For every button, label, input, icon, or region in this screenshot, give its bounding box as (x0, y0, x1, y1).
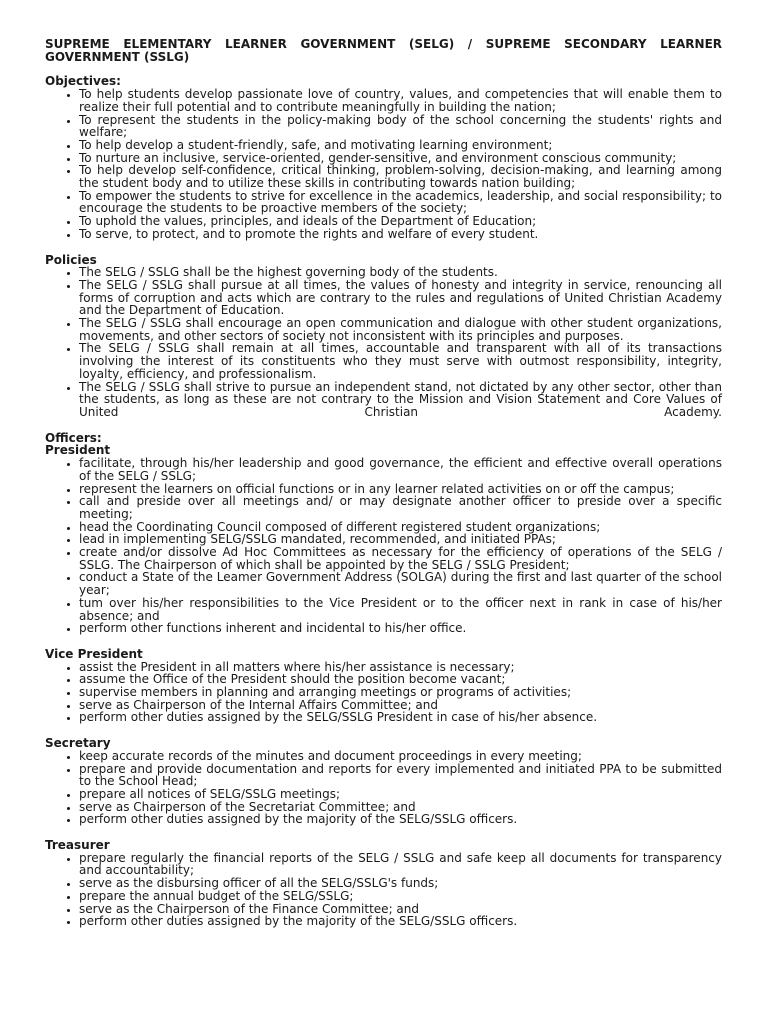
spacer (45, 241, 722, 254)
document-page (45, 38, 722, 928)
officers-heading: Officers: (45, 430, 102, 445)
vice-president-heading: Vice President (45, 646, 143, 661)
document-title: SUPREME ELEMENTARY LEARNER GOVERNMENT (SELG) / SUPREME SECONDARY LEARNER GOVERNMENT (SSLG) (45, 37, 722, 64)
spacer (45, 419, 722, 432)
secretary-duty: • serve as Chairperson of the Secretariat Committee; and (79, 801, 722, 814)
president-duty: • facilitate, through his/her leadership and good governance, the efficient and effective overall operations of the SELG / SSLG; (79, 457, 722, 482)
policy-item: • The SELG / SSLG shall pursue at all times, the values of honesty and integrity in service, renouncing all forms of corruption and acts which are contrary to the rules and regulations of United Christian Academy and the Department of Education. (79, 279, 722, 317)
secretary-duty: • perform other duties assigned by the majority of the SELG/SSLG officers. (79, 813, 722, 826)
objective-item: • To empower the students to strive for excellence in the academics, leadership, and social responsibility; to encourage the students to be proactive members of the society; (79, 190, 722, 215)
policy-item: • The SELG / SSLG shall be the highest governing body of the students. (79, 266, 722, 279)
secretary-duty: • keep accurate records of the minutes and document proceedings in every meeting; (79, 750, 722, 763)
treasurer-heading: Treasurer (45, 838, 110, 853)
policies-list (45, 266, 722, 418)
president-duty: • head the Coordinating Council composed of different registered student organizations; (79, 521, 722, 534)
policy-item: • The SELG / SSLG shall remain at all times, accountable and transparent with all of its transactions involving the interest of its constituents who they must serve with outmost responsibility, integrity, loyalty, efficiency, and professionalism. (79, 342, 722, 380)
objective-item: • To help students develop passionate love of country, values, and competencies that will enable them to realize their full potential and to contribute meaningfully in building the nation; (79, 88, 722, 113)
objective-item: • To help develop self-confidence, critical thinking, problem-solving, decision-making, and learning among the student body and to utilize these skills in contributing towards nation building; (79, 164, 722, 189)
president-duty: • call and preside over all meetings and/ or may designate another officer to preside over a specific meeting; (79, 495, 722, 520)
treasurer-duty: • prepare regularly the financial reports of the SELG / SSLG and safe keep all documents for transparency and accountability; (79, 852, 722, 877)
vice-president-duty: • assist the President in all matters where his/her assistance is necessary; (79, 661, 722, 674)
spacer (45, 635, 722, 648)
treasurer-duty: • prepare the annual budget of the SELG/SSLG; (79, 890, 722, 903)
vice-president-duty: • assume the Office of the President should the position become vacant; (79, 673, 722, 686)
treasurer-duty: • serve as the Chairperson of the Finance Committee; and (79, 903, 722, 916)
secretary-duty: • prepare and provide documentation and reports for every implemented and initiated PPA to be submitted to the School Head; (79, 763, 722, 788)
secretary-heading: Secretary (45, 736, 111, 751)
objectives-heading: Objectives: (45, 74, 121, 89)
policy-item: • The SELG / SSLG shall strive to pursue an independent stand, not dictated by any other sector, other than the students, as long as these are not contrary to the Mission and Vision Statement and Core Values of United Christian Academy. (79, 381, 722, 419)
president-duty: • perform other functions inherent and incidental to his/her office. (79, 622, 722, 635)
objective-item: • To serve, to protect, and to promote the rights and welfare of every student. (79, 228, 722, 241)
objective-item: • To represent the students in the policy-making body of the school concerning the students' rights and welfare; (79, 114, 722, 139)
vice-president-duty: • serve as Chairperson of the Internal Affairs Committee; and (79, 699, 722, 712)
president-duty: • lead in implementing SELG/SSLG mandated, recommended, and initiated PPAs; (79, 533, 722, 546)
secretary-duties-list (45, 750, 722, 826)
president-duties-list (45, 457, 722, 635)
vice-president-duty: • perform other duties assigned by the SELG/SSLG President in case of his/her absence. (79, 711, 722, 724)
objective-item: • To nurture an inclusive, service-oriented, gender-sensitive, and environment conscious community; (79, 152, 722, 165)
president-duty: • tum over his/her responsibilities to the Vice President or to the officer next in rank in case of his/her absence; and (79, 597, 722, 622)
spacer (45, 826, 722, 839)
secretary-duty: • prepare all notices of SELG/SSLG meetings; (79, 788, 722, 801)
vice-president-duties-list (45, 661, 722, 725)
president-duty: • represent the learners on official functions or in any learner related activities on or off the campus; (79, 483, 722, 496)
president-duty: • create and/or dissolve Ad Hoc Committees as necessary for the efficiency of operations of the SELG / SSLG. The Chairperson of which shall be appointed by the SELG / SSLG President; (79, 546, 722, 571)
policy-item: • The SELG / SSLG shall encourage an open communication and dialogue with other student organizations, movements, and other sectors of society not inconsistent with its principles and purposes. (79, 317, 722, 342)
objective-item: • To uphold the values, principles, and ideals of the Department of Education; (79, 215, 722, 228)
treasurer-duty: • serve as the disbursing officer of all the SELG/SSLG's funds; (79, 877, 722, 890)
spacer (45, 724, 722, 737)
treasurer-duty: • perform other duties assigned by the majority of the SELG/SSLG officers. (79, 915, 722, 928)
president-heading: President (45, 443, 111, 458)
president-duty: • conduct a State of the Leamer Government Address (SOLGA) during the first and last quarter of the school year; (79, 571, 722, 596)
objectives-list (45, 88, 722, 240)
vice-president-duty: • supervise members in planning and arranging meetings or programs of activities; (79, 686, 722, 699)
objective-item: • To help develop a student-friendly, safe, and motivating learning environment; (79, 139, 722, 152)
treasurer-duties-list (45, 852, 722, 928)
policies-heading: Policies (45, 252, 97, 267)
